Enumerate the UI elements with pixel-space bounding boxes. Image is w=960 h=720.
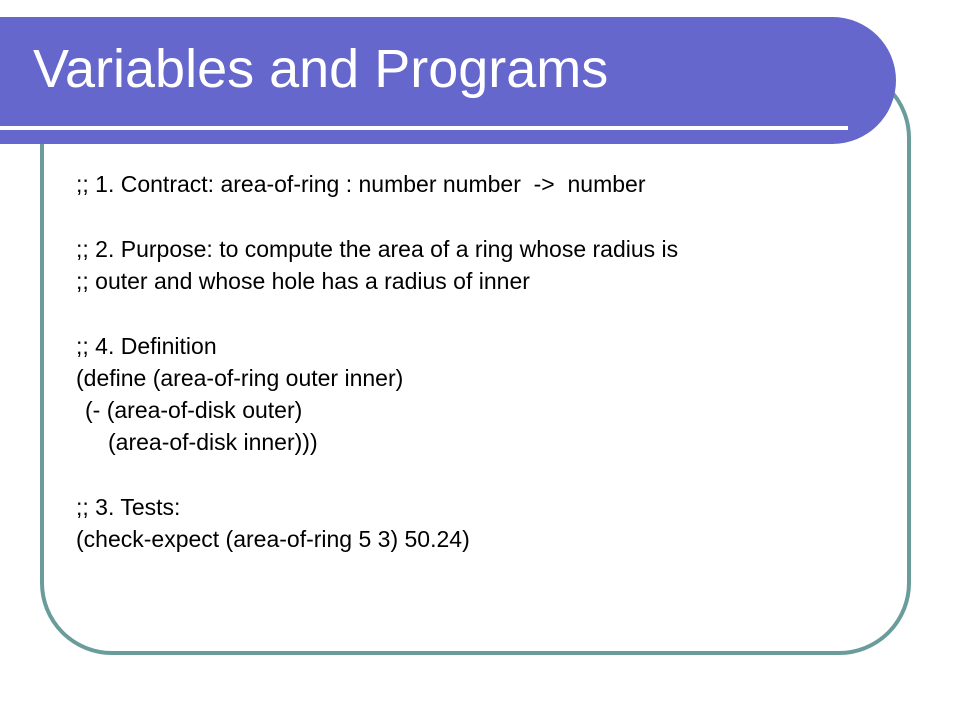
title-underline (0, 126, 848, 130)
purpose-line-2: ;; outer and whose hole has a radius of inner (76, 268, 530, 294)
purpose-line-1: ;; 2. Purpose: to compute the area of a ring whose radius is (76, 236, 679, 262)
tests-comment: ;; 3. Tests: (76, 494, 181, 520)
contract-line: ;; 1. Contract: area-of-ring : number number -> number (76, 171, 646, 197)
definition-inner-disk: (area-of-disk inner))) (108, 429, 318, 455)
slide-title: Variables and Programs (33, 39, 609, 99)
tests-check-expect: (check-expect (area-of-ring 5 3) 50.24) (76, 526, 470, 552)
definition-comment: ;; 4. Definition (76, 333, 217, 359)
definition-subtract: (- (area-of-disk outer) (85, 397, 303, 423)
definition-define: (define (area-of-ring outer inner) (76, 365, 404, 391)
slide-body (76, 168, 678, 555)
